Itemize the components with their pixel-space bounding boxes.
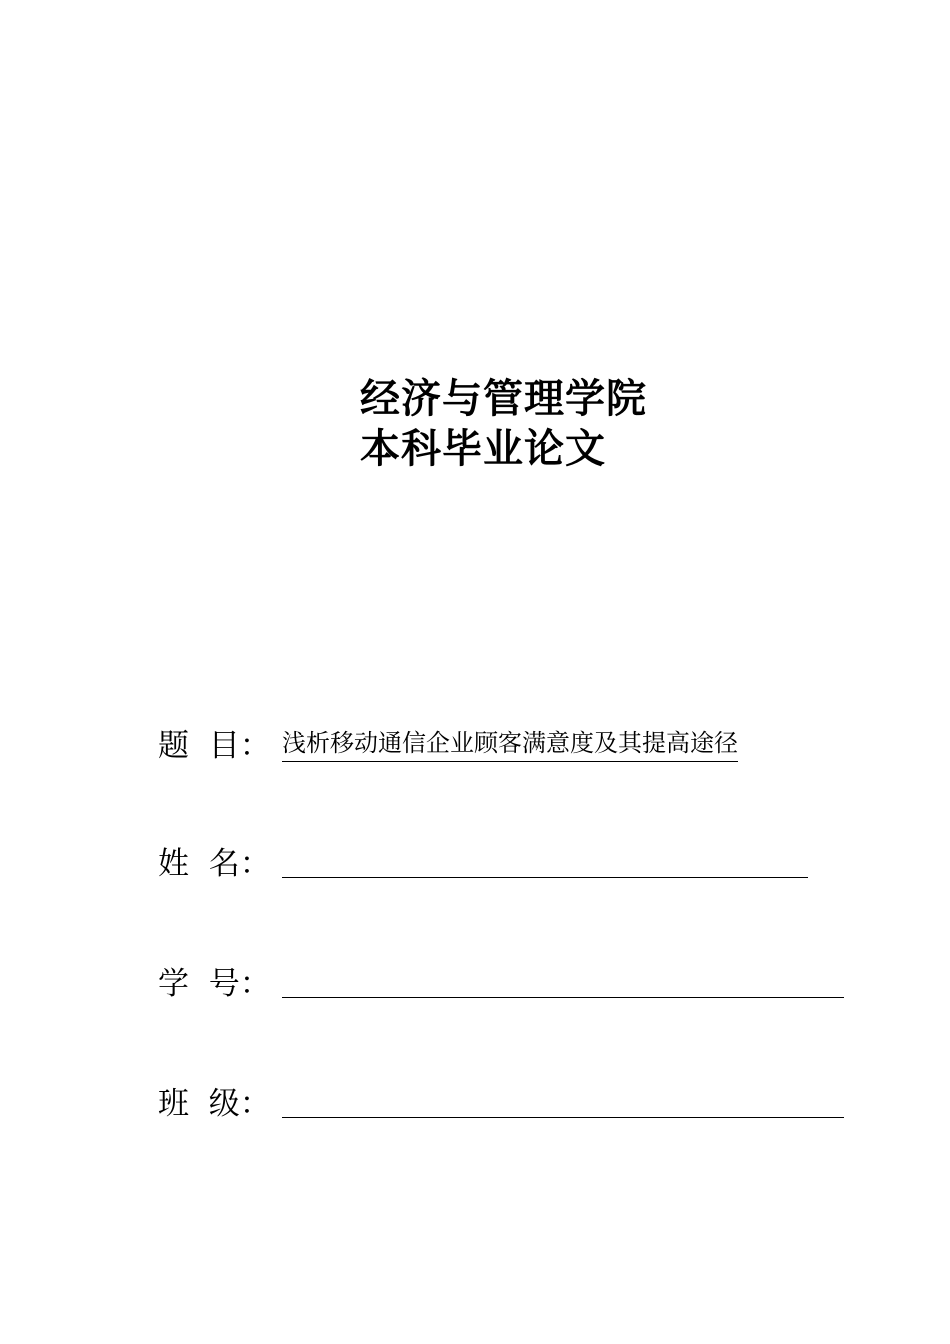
name-label: 姓 名：	[158, 846, 271, 882]
name-field	[158, 840, 808, 884]
topic-field	[158, 722, 738, 766]
document-type: 本科毕业论文	[360, 426, 606, 472]
student-id-blank-line	[282, 967, 844, 998]
college-name: 经济与管理学院	[360, 376, 647, 422]
student-id-field	[158, 960, 844, 1004]
name-blank-line	[282, 847, 808, 878]
thesis-title-block	[360, 374, 647, 474]
class-blank-line	[282, 1087, 844, 1118]
class-field	[158, 1080, 844, 1124]
student-id-label: 学 号：	[158, 966, 271, 1002]
topic-label: 题 目：	[158, 728, 271, 764]
class-label: 班 级：	[158, 1086, 271, 1122]
topic-value: 浅析移动通信企业顾客满意度及其提高途径	[282, 727, 738, 762]
